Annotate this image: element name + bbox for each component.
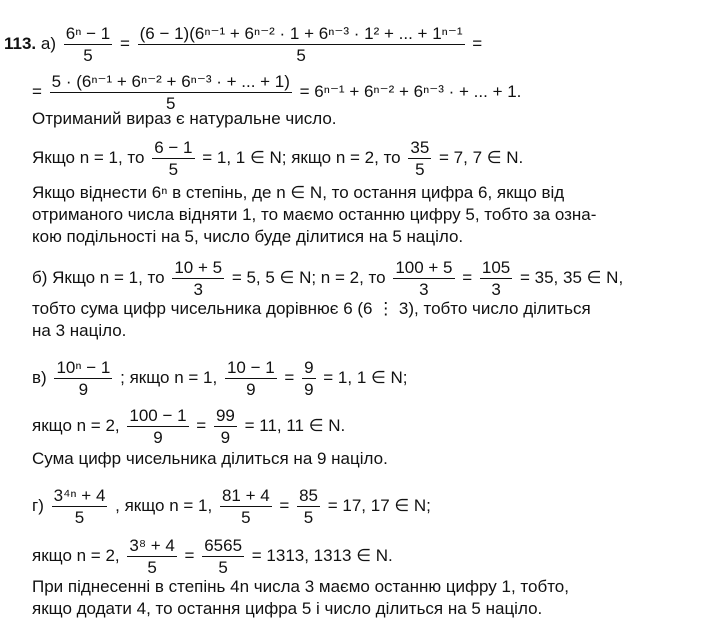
text: = 11, 11 ∈ N.	[244, 415, 346, 435]
numerator: 100 + 5	[395, 258, 453, 277]
denominator: 5	[241, 508, 251, 527]
numerator: 9	[304, 358, 314, 377]
denominator: 9	[78, 380, 89, 399]
fraction	[127, 536, 176, 577]
text: Якщо n = 1, то	[32, 147, 145, 167]
part-d-label: г)	[32, 495, 44, 515]
text-line: якщо додати 4, то остання цифра 5 і число ділиться на 5 націло.	[32, 599, 543, 618]
denominator: 5	[218, 558, 228, 577]
line-a2: = $\frac{\text{5 · (6ⁿ⁻¹ + 6ⁿ⁻² + 6ⁿ⁻³ · + ... + 1)}}{5}$ = 6ⁿ⁻¹ + 6ⁿ⁻² + 6ⁿ⁻³ · + ... + 1.	[32, 72, 522, 113]
text: = 35, 35 ∈ N,	[520, 267, 624, 287]
numerator: 10ⁿ − 1	[56, 358, 111, 377]
fraction	[393, 258, 454, 299]
denominator: 5	[415, 160, 425, 179]
expression: = 6ⁿ⁻¹ + 6ⁿ⁻² + 6ⁿ⁻³ · + ... + 1.	[299, 81, 522, 101]
fraction	[408, 138, 431, 179]
part-a-label: а)	[40, 33, 57, 53]
fraction	[480, 258, 512, 299]
numerator: 100 − 1	[129, 406, 187, 425]
part-b-label: б) Якщо n = 1, то	[32, 267, 165, 287]
numerator: 10 + 5	[174, 258, 223, 277]
line-d1: г) $\frac{\text{3⁴ⁿ + 4}}{5}$ , якщо n = 1, $\frac{81 + 4}{5}$ = $\frac{85}{5}$ = 17, 17 ∈ N;	[32, 486, 431, 527]
text: = 17, 17 ∈ N;	[327, 495, 431, 515]
denominator: 5	[166, 94, 176, 113]
denominator: 9	[246, 380, 256, 399]
numerator: 6565	[204, 536, 243, 555]
text-line: на 3 націло.	[32, 321, 127, 340]
numerator: 6ⁿ − 1	[65, 24, 111, 43]
text: якщо n = 2,	[32, 545, 120, 565]
denominator: 5	[83, 46, 93, 65]
fraction	[138, 24, 465, 65]
part-c-label: в)	[32, 367, 47, 387]
text-line: отриманого числа відняти 1, то маємо останню цифру 5, тобто за озна-	[32, 205, 597, 224]
text-line: При піднесенні в степінь 4n числа 3 маємо останню цифру 1, тобто,	[32, 577, 569, 596]
numerator: 105	[481, 258, 511, 277]
text: якщо n = 2,	[32, 415, 120, 435]
fraction	[225, 358, 277, 399]
fraction	[64, 24, 112, 65]
fraction	[52, 486, 108, 527]
fraction	[297, 486, 320, 527]
numerator: 3⁴ⁿ + 4	[53, 486, 106, 505]
text-line: кою подільності на 5, число буде ділитися на 5 націло.	[32, 227, 464, 246]
text: = 1, 1 ∈ N;	[323, 367, 408, 387]
fraction	[220, 486, 272, 527]
line-c2: якщо n = 2, $\frac{100 - 1}{9}$ = $\frac{99}{9}$ = 11, 11 ∈ N.	[32, 406, 346, 447]
fraction	[152, 138, 194, 179]
line-a1: 113. а) $\frac{\text{6ⁿ − 1}}{5}$ = $\frac{\text{(6 − 1)(6ⁿ⁻¹ + 6ⁿ⁻² · 1 + 6ⁿ⁻³ · 1² + ... + 1ⁿ⁻¹}}{5}$ =	[4, 24, 483, 65]
text: = 1, 1 ∈ N; якщо n = 2, то	[202, 147, 401, 167]
denominator: 9	[153, 428, 163, 447]
text: = 5, 5 ∈ N; n = 2, то	[231, 267, 386, 287]
fraction	[127, 406, 188, 447]
numerator: 99	[215, 406, 235, 425]
denominator: 3	[491, 280, 501, 299]
denominator: 3	[193, 280, 203, 299]
numerator: 35	[410, 138, 430, 157]
text: ; якщо n = 1,	[120, 367, 218, 387]
text-line: Сума цифр чисельника ділиться на 9 націло.	[32, 449, 388, 468]
denominator: 9	[304, 380, 314, 399]
fraction	[50, 72, 292, 113]
text-line: тобто сума цифр чисельника дорівнює 6 (6 ⋮ 3), тобто число ділиться	[32, 299, 591, 318]
numerator: 10 − 1	[226, 358, 275, 377]
denominator: 5	[147, 558, 157, 577]
denominator: 5	[296, 46, 306, 65]
problem-number: 113.	[4, 33, 37, 53]
denominator: 5	[168, 160, 179, 179]
text-line: Якщо віднести 6ⁿ в степінь, де n ∈ N, то остання цифра 6, якщо від	[32, 183, 565, 202]
fraction	[214, 406, 237, 447]
line-a-if	[32, 138, 523, 179]
denominator: 9	[220, 428, 231, 447]
denominator: 5	[74, 508, 85, 527]
numerator: 85	[299, 486, 318, 505]
text: = 7, 7 ∈ N.	[439, 147, 524, 167]
numerator: 6 − 1	[154, 138, 193, 157]
denominator: 5	[303, 508, 314, 527]
fraction	[54, 358, 112, 399]
numerator: (6 − 1)(6ⁿ⁻¹ + 6ⁿ⁻² · 1 + 6ⁿ⁻³ · 1² + ... + 1ⁿ⁻¹	[139, 24, 463, 43]
line-d2: якщо n = 2, $\frac{\text{3⁸ + 4}}{5}$ = $\frac{6565}{5}$ = 1313, 1313 ∈ N.	[32, 536, 393, 577]
text-line: Отриманий вираз є натуральне число.	[32, 109, 337, 128]
denominator: 3	[419, 280, 429, 299]
line-c1: в) $\frac{\text{10ⁿ − 1}}{9}$ ; якщо n = 1, $\frac{10 - 1}{9}$ = $\frac{9}{9}$ = 1, 1 ∈ N;	[32, 358, 408, 399]
numerator: 3⁸ + 4	[129, 536, 175, 555]
numerator: 81 + 4	[221, 486, 270, 505]
numerator: 5 · (6ⁿ⁻¹ + 6ⁿ⁻² + 6ⁿ⁻³ · + ... + 1)	[51, 72, 290, 91]
fraction	[302, 358, 315, 399]
fraction	[202, 536, 244, 577]
line-b: б) Якщо n = 1, то $\frac{10 + 5}{3}$ = 5, 5 ∈ N; n = 2, то $\frac{100 + 5}{3}$ = $\frac{105}{3}$ = 35, 35 ∈ N,	[32, 258, 624, 299]
fraction	[172, 258, 224, 299]
text: , якщо n = 1,	[115, 495, 213, 515]
text: = 1313, 1313 ∈ N.	[251, 545, 393, 565]
